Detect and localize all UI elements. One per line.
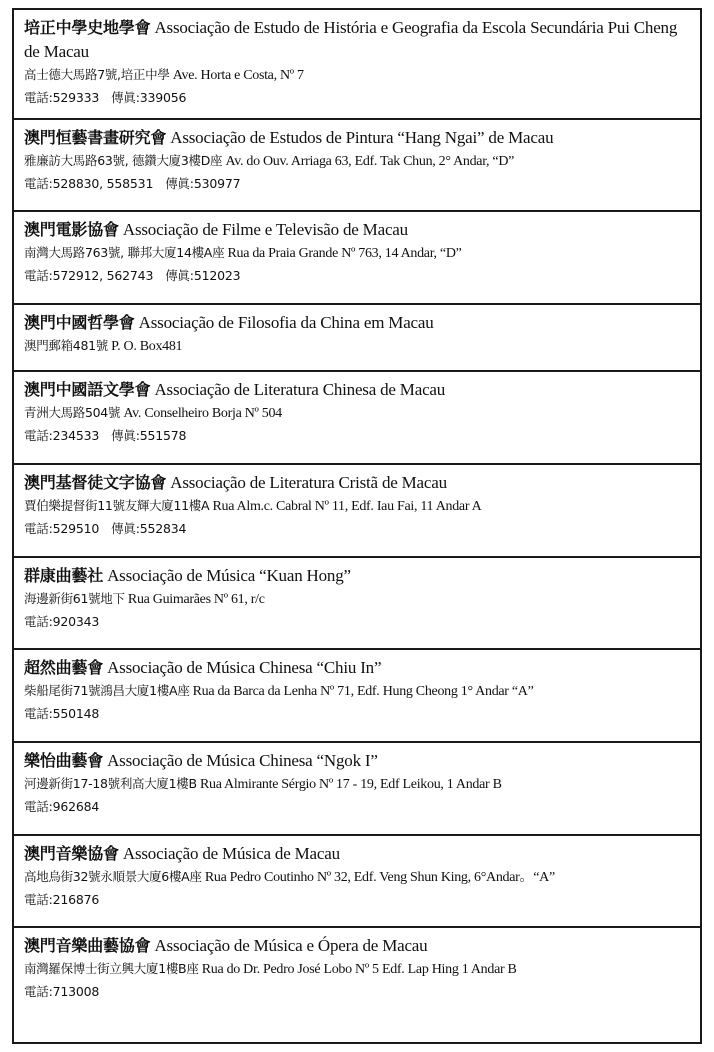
- entry-phone: 電話:550148: [24, 706, 100, 721]
- entry-address-line: [24, 242, 692, 265]
- entry-contact-line: [24, 265, 692, 286]
- entry-portuguese-name: Associação de Filme e Televisão de Macau: [122, 220, 408, 239]
- entry-chinese-address: 雅廉訪大馬路63號, 德鑽大廈3樓D座: [24, 153, 223, 168]
- directory-entry: [14, 212, 700, 305]
- directory-entry: [14, 10, 700, 120]
- entry-chinese-address: 河邊新街17-18號利高大廈1樓B: [24, 776, 197, 791]
- entry-chinese-address: 柴船尾街71號鴻昌大廈1樓A座: [24, 683, 190, 698]
- directory-entry: [14, 836, 700, 928]
- entry-chinese-name: 培正中學史地學會: [24, 18, 151, 37]
- entry-portuguese-address: Av. do Ouv. Arriaga 63, Edf. Tak Chun, 2° Andar, “D”: [225, 154, 515, 169]
- entry-name-line: [24, 311, 692, 335]
- entry-portuguese-address: Rua da Praia Grande Nº 763, 14 Andar, “D”: [227, 246, 462, 261]
- entry-address-line: [24, 958, 692, 981]
- entry-name-line: [24, 378, 692, 402]
- entry-portuguese-name: Associação de Música Chinesa “Chiu In”: [107, 658, 382, 677]
- entry-contact-line: [24, 611, 692, 632]
- entry-phone: 電話:234533: [24, 428, 100, 443]
- entry-contact-line: [24, 87, 692, 108]
- entry-contact-line: [24, 796, 692, 817]
- entry-portuguese-name: Associação de Literatura Cristã de Macau: [170, 473, 447, 492]
- entry-chinese-name: 澳門音樂協會: [24, 844, 119, 863]
- entry-name-line: [24, 842, 692, 866]
- entry-chinese-address: 青洲大馬路504號: [24, 405, 121, 420]
- entry-address-line: [24, 335, 692, 358]
- entry-name-line: [24, 471, 692, 495]
- entry-chinese-name: 澳門電影協會: [24, 220, 119, 239]
- entry-address-line: [24, 588, 692, 611]
- entry-chinese-name: 樂怡曲藝會: [24, 751, 104, 770]
- entry-portuguese-name: Associação de Estudos de Pintura “Hang Ngai” de Macau: [170, 128, 554, 147]
- entry-chinese-name: 超然曲藝會: [24, 658, 104, 677]
- entry-name-line: [24, 749, 692, 773]
- entry-portuguese-name: Associação de Estudo de História e Geografia da Escola Secundária Pui Cheng de Macau: [24, 18, 678, 61]
- entry-name-line: [24, 564, 692, 588]
- entry-phone: 電話:572912, 562743: [24, 268, 154, 283]
- entry-portuguese-name: Associação de Música “Kuan Hong”: [107, 566, 351, 585]
- directory-entry: [14, 558, 700, 650]
- entry-fax: 傳眞:551578: [111, 428, 187, 443]
- association-directory: [12, 8, 702, 1044]
- entry-phone: 電話:216876: [24, 892, 100, 907]
- entry-chinese-address: 南灣大馬路763號, 聯邦大廈14樓A座: [24, 245, 225, 260]
- entry-address-line: [24, 64, 692, 87]
- entry-contact-line: [24, 173, 692, 194]
- entry-chinese-address: 賈伯樂提督街11號友輝大廈11樓A: [24, 498, 210, 513]
- directory-entry: [14, 120, 700, 212]
- directory-entry: [14, 465, 700, 558]
- entry-fax: 傳眞:530977: [165, 176, 241, 191]
- entry-phone: 電話:528830, 558531: [24, 176, 154, 191]
- entry-chinese-name: 澳門恒藝書畫研究會: [24, 128, 167, 147]
- entry-portuguese-address: Rua Guimarães Nº 61, r/c: [127, 592, 265, 607]
- entry-phone: 電話:713008: [24, 984, 100, 999]
- entry-chinese-address: 海邊新街61號地下: [24, 591, 125, 606]
- entry-contact-line: [24, 425, 692, 446]
- entry-portuguese-address: Rua Pedro Coutinho Nº 32, Edf. Veng Shun King, 6°Andar。“A”: [204, 870, 555, 885]
- entry-phone: 電話:962684: [24, 799, 100, 814]
- entry-chinese-name: 澳門音樂曲藝協會: [24, 936, 151, 955]
- entry-fax: 傳眞:552834: [111, 521, 187, 536]
- entry-contact-line: [24, 518, 692, 539]
- entry-fax: 傳眞:339056: [111, 90, 187, 105]
- entry-chinese-address: 南灣羅保博士街立興大廈1樓B座: [24, 961, 199, 976]
- entry-chinese-name: 群康曲藝社: [24, 566, 104, 585]
- entry-portuguese-address: Rua do Dr. Pedro José Lobo Nº 5 Edf. Lap Hing 1 Andar B: [201, 962, 517, 977]
- directory-entry: [14, 928, 700, 1042]
- entry-name-line: [24, 656, 692, 680]
- entry-portuguese-name: Associação de Música e Ópera de Macau: [154, 936, 428, 955]
- entry-name-line: [24, 218, 692, 242]
- entry-portuguese-address: Ave. Horta e Costa, Nº 7: [172, 68, 304, 83]
- entry-portuguese-address: Rua da Barca da Lenha Nº 71, Edf. Hung Cheong 1° Andar “A”: [192, 684, 534, 699]
- entry-portuguese-address: Rua Almirante Sérgio Nº 17 - 19, Edf Leikou, 1 Andar B: [199, 777, 502, 792]
- directory-entry: [14, 305, 700, 372]
- entry-address-line: [24, 680, 692, 703]
- entry-portuguese-address: P. O. Box481: [111, 339, 183, 354]
- entry-contact-line: [24, 889, 692, 910]
- entry-portuguese-address: Av. Conselheiro Borja Nº 504: [123, 406, 282, 421]
- entry-chinese-name: 澳門基督徒文字協會: [24, 473, 167, 492]
- entry-phone: 電話:529510: [24, 521, 100, 536]
- entry-portuguese-name: Associação de Filosofia da China em Macau: [138, 313, 434, 332]
- directory-entry: [14, 650, 700, 743]
- directory-entry: [14, 743, 700, 836]
- entry-phone: 電話:920343: [24, 614, 100, 629]
- entry-portuguese-name: Associação de Música Chinesa “Ngok I”: [107, 751, 378, 770]
- entry-chinese-address: 澳門郵箱481號: [24, 338, 108, 353]
- entry-chinese-address: 高地烏街32號永順景大廈6樓A座: [24, 869, 202, 884]
- entry-address-line: [24, 495, 692, 518]
- directory-entry: [14, 372, 700, 465]
- entry-phone: 電話:529333: [24, 90, 100, 105]
- entry-fax: 傳眞:512023: [165, 268, 241, 283]
- entry-contact-line: [24, 981, 692, 1002]
- entry-chinese-address: 高士德大馬路7號,培正中學: [24, 67, 170, 82]
- entry-portuguese-address: Rua Alm.c. Cabral Nº 11, Edf. Iau Fai, 11 Andar A: [212, 499, 482, 514]
- entry-name-line: [24, 126, 692, 150]
- entry-chinese-name: 澳門中國語文學會: [24, 380, 151, 399]
- entry-name-line: [24, 16, 692, 64]
- entry-portuguese-name: Associação de Literatura Chinesa de Macau: [154, 380, 446, 399]
- entry-contact-line: [24, 703, 692, 724]
- entry-address-line: [24, 866, 692, 889]
- entry-portuguese-name: Associação de Música de Macau: [122, 844, 340, 863]
- entry-address-line: [24, 402, 692, 425]
- entry-name-line: [24, 934, 692, 958]
- entry-address-line: [24, 773, 692, 796]
- entry-chinese-name: 澳門中國哲學會: [24, 313, 135, 332]
- entry-address-line: [24, 150, 692, 173]
